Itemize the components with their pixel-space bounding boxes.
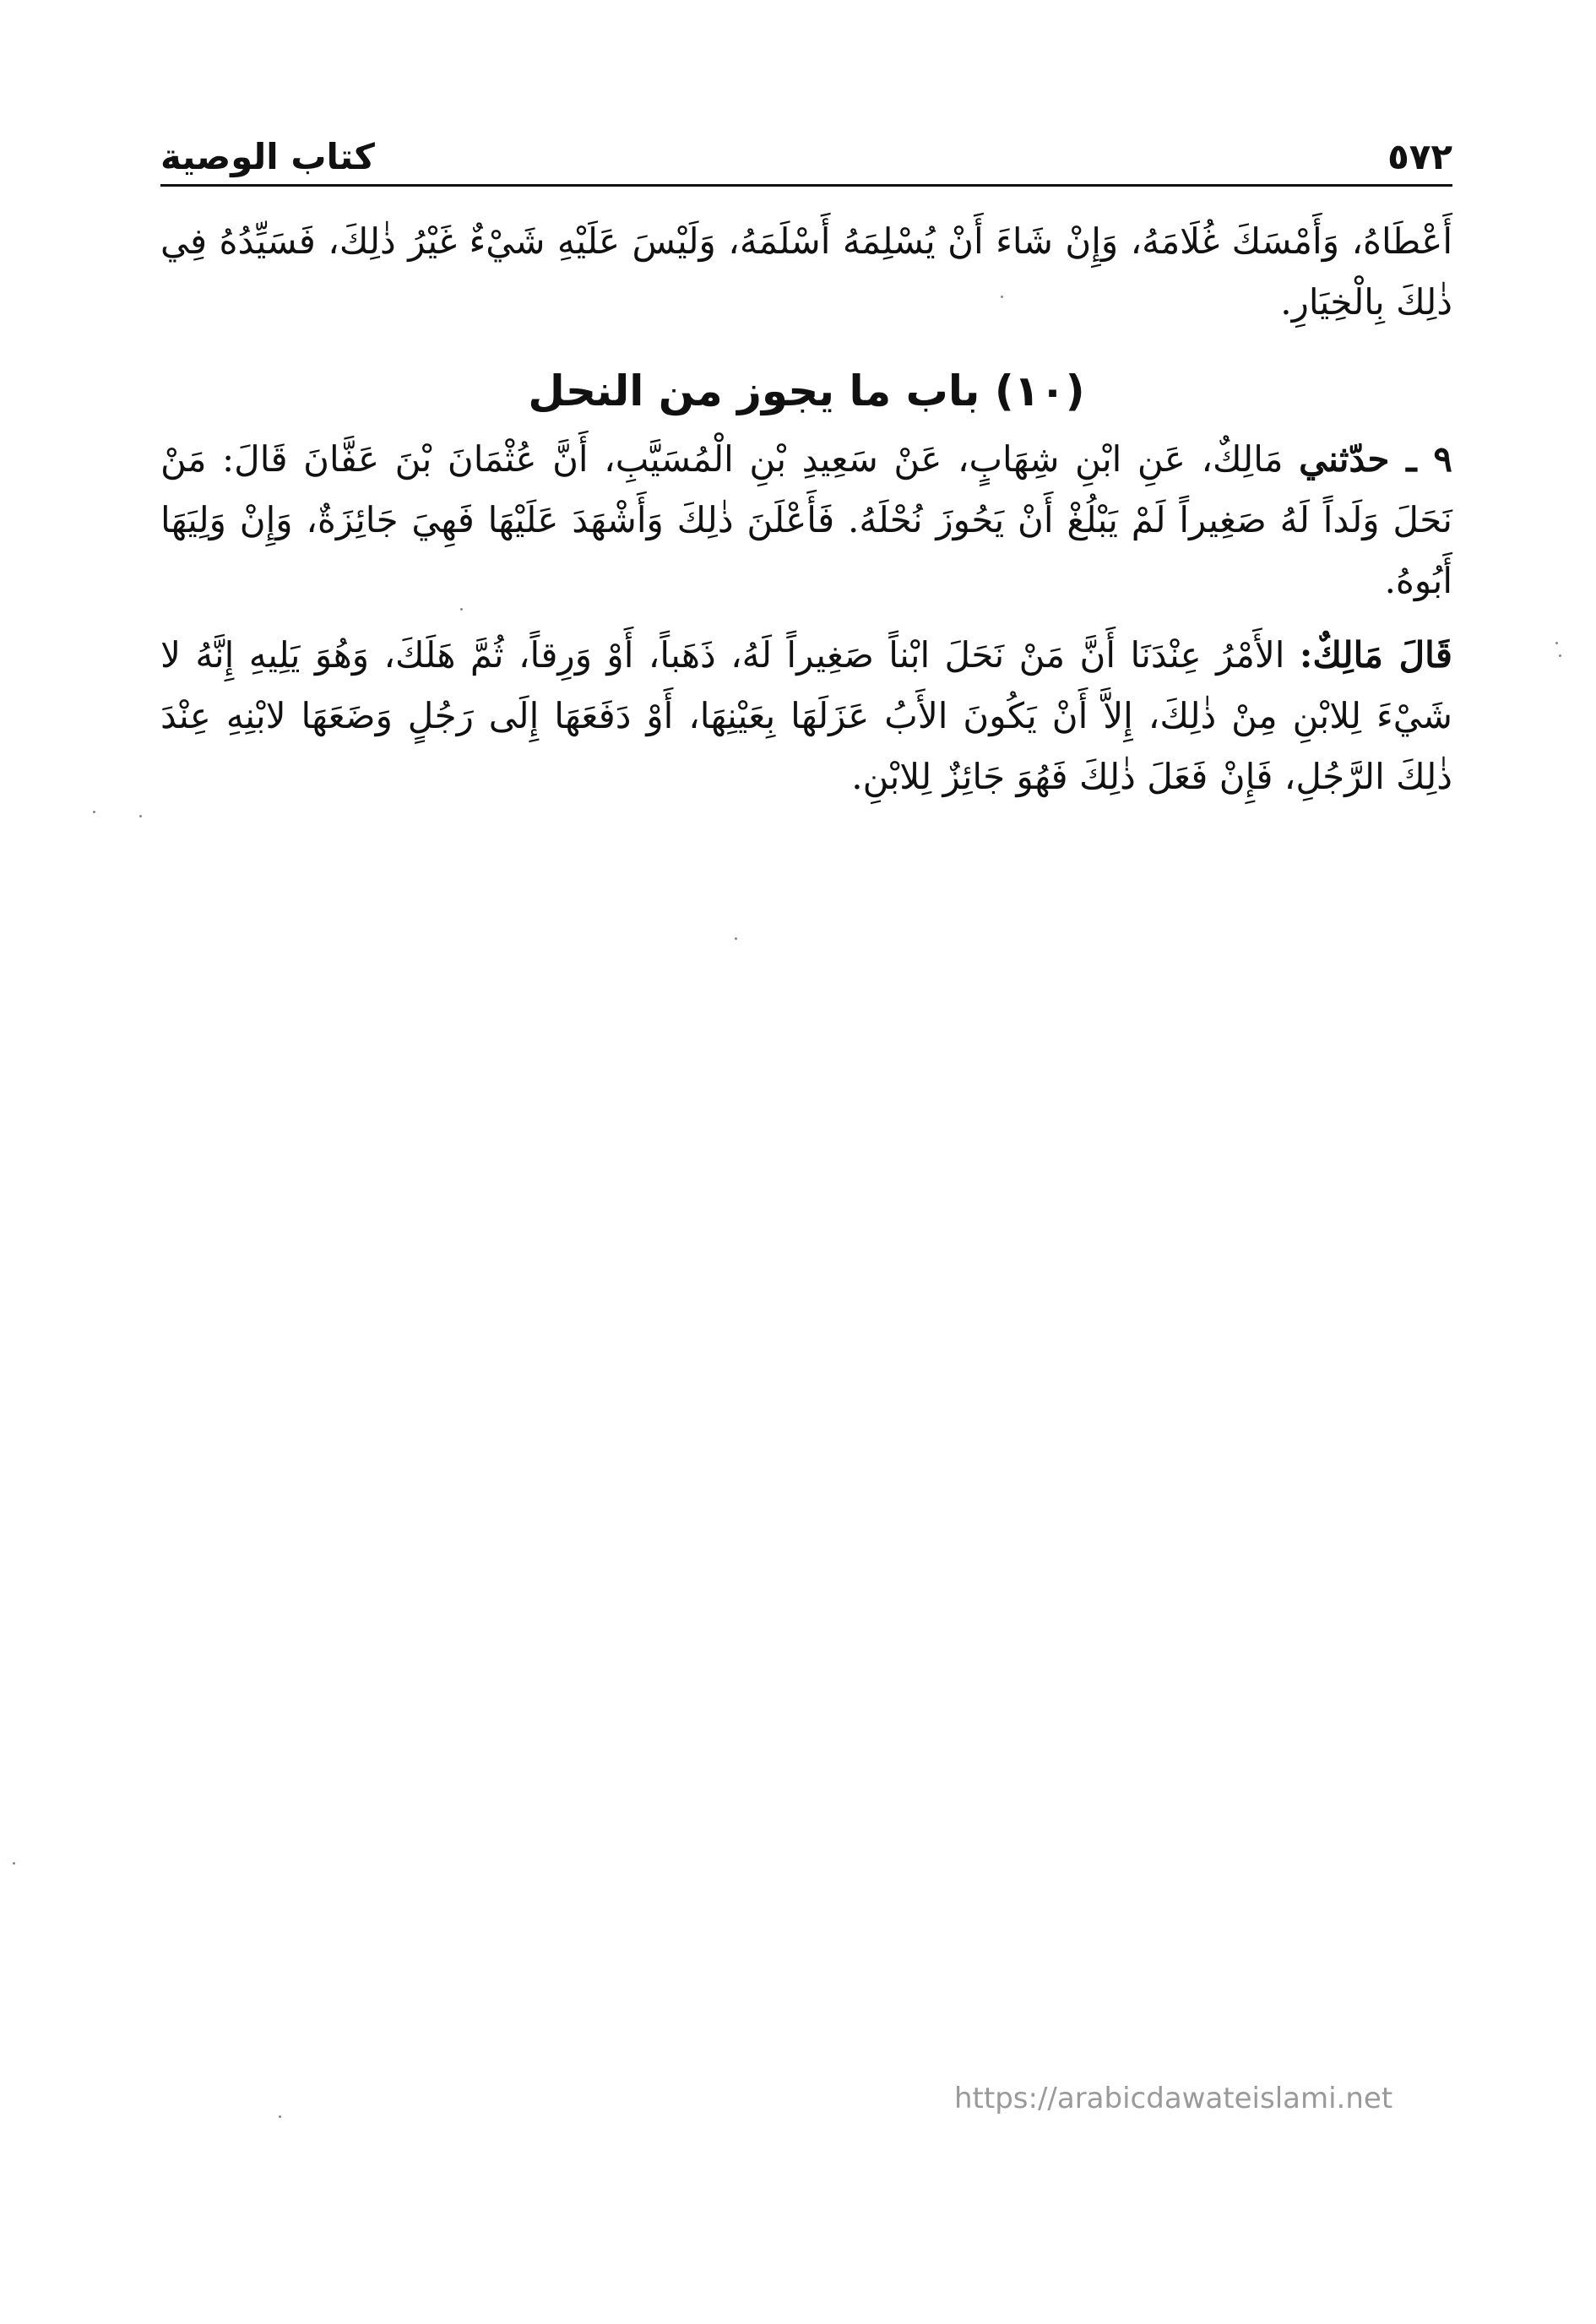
scan-speck bbox=[1555, 642, 1558, 644]
running-title: كتاب الوصية bbox=[160, 136, 375, 177]
hadith-paragraph bbox=[160, 429, 1452, 611]
scan-speck bbox=[13, 1862, 15, 1865]
hadith-text: مَالِكٌ، عَنِ ابْنِ شِهَابٍ، عَنْ سَعِيدِ بْنِ الْمُسَيَّبِ، أَنَّ عُثْمَانَ بْنَ عَفَّانَ قَالَ: مَنْ نَحَلَ وَلَداً لَهُ صَغِيراً لَمْ يَبْلُغْ أَنْ يَحُوزَ نُحْلَهُ. فَأَعْلَنَ ذٰلِكَ وَأَشْهَدَ عَلَيْهَا فَهِيَ جَائِزَةٌ، وَإِنْ وَلِيَهَا أَبُوهُ. bbox=[160, 438, 1452, 601]
watermark-url: https://arabicdawateislami.net bbox=[954, 2082, 1393, 2115]
scan-speck bbox=[93, 811, 95, 813]
section-heading: (١٠) باب ما يجوز من النحل bbox=[528, 367, 1085, 415]
malik-text: الأَمْرُ عِنْدَنَا أَنَّ مَنْ نَحَلَ ابْناً صَغِيراً لَهُ، ذَهَباً، أَوْ وَرِقاً، ثُمَّ هَلَكَ، وَهُوَ يَلِيهِ إِنَّهُ لا شَيْءَ لِلابْنِ مِنْ ذٰلِكَ، إِلاَّ أَنْ يَكُونَ الأَبُ عَزَلَهَا بِعَيْنِهَا، أَوْ دَفَعَهَا إِلَى رَجُلٍ وَضَعَهَا لابْنِهِ عِنْدَ ذٰلِكَ الرَّجُلِ، فَإِنْ فَعَلَ ذٰلِكَ فَهُوَ جَائِزٌ لِلابْنِ. bbox=[160, 634, 1452, 797]
scan-speck bbox=[279, 2115, 281, 2118]
scan-speck bbox=[1559, 654, 1561, 657]
hadith-lead: ٩ ـ حدّثني bbox=[1299, 438, 1452, 480]
page-header bbox=[160, 110, 1452, 177]
scan-speck bbox=[460, 608, 463, 611]
scan-speck bbox=[735, 937, 737, 940]
malik-paragraph bbox=[160, 625, 1452, 807]
scan-speck bbox=[1001, 296, 1003, 298]
page-number: ٥٧٢ bbox=[1387, 136, 1452, 177]
paragraph-gap bbox=[160, 611, 1452, 625]
scan-speck bbox=[139, 815, 142, 817]
continuation-paragraph: أَعْطَاهُ، وَأَمْسَكَ غُلَامَهُ، وَإِنْ شَاءَ أَنْ يُسْلِمَهُ أَسْلَمَهُ، وَلَيْسَ عَلَيْهِ شَيْءٌ غَيْرُ ذٰلِكَ، فَسَيِّدُهُ فِي ذٰلِكَ بِالْخِيَارِ. bbox=[160, 220, 1452, 323]
page-body bbox=[160, 211, 1452, 807]
header-rule bbox=[160, 184, 1452, 187]
malik-lead: قَالَ مَالِكٌ: bbox=[1299, 634, 1452, 676]
